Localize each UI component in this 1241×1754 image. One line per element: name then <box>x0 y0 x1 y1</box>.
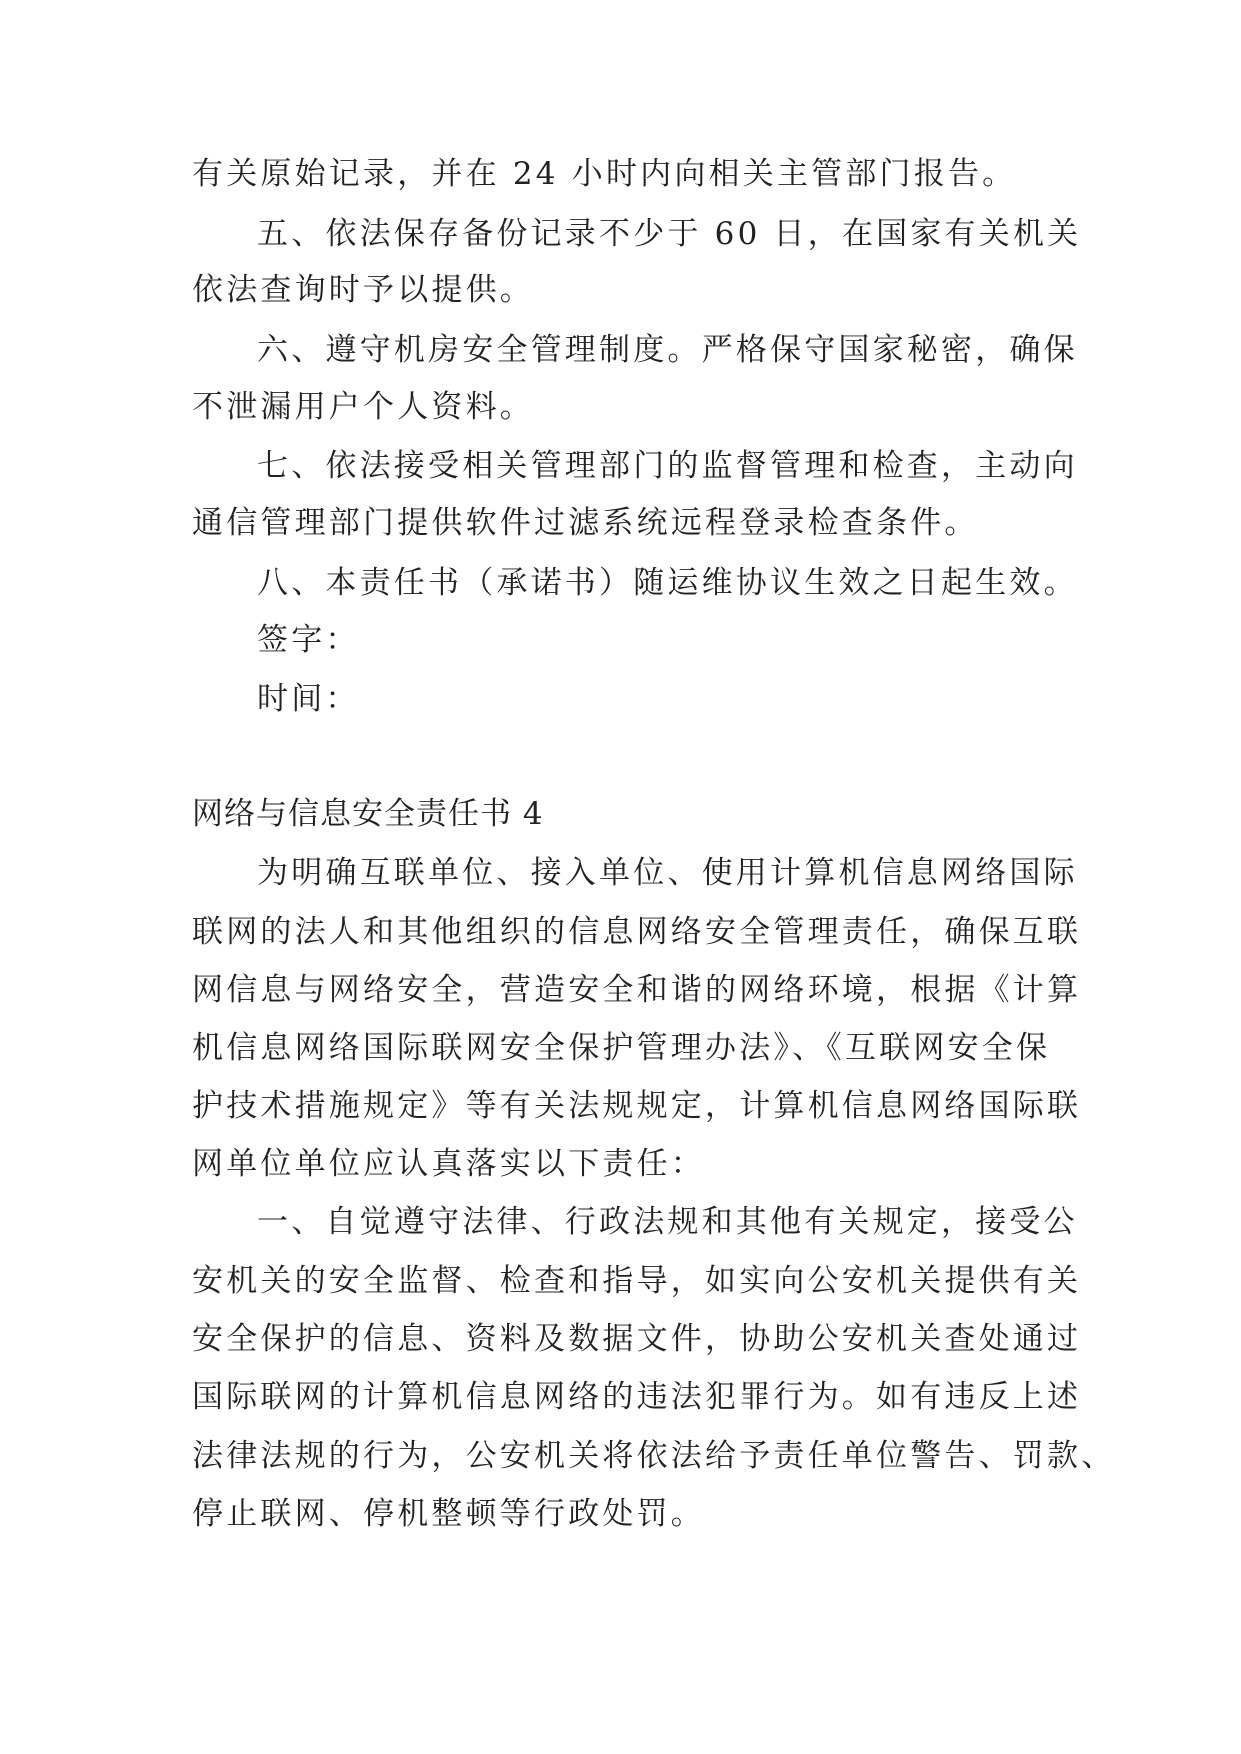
date-label: 时间： <box>257 681 360 717</box>
text-line: 国际联网的计算机信息网络的违法犯罪行为。如有违反上述 <box>192 1379 1082 1415</box>
text-line: 通信管理部门提供软件过滤系统远程登录检查条件。 <box>192 505 979 541</box>
text-line: 联网的法人和其他组织的信息网络安全管理责任，确保互联 <box>192 914 1082 950</box>
text-line: 五、依法保存备份记录不少于 60 日，在国家有关机关 <box>257 216 1082 252</box>
section-title: 网络与信息安全责任书 4 <box>192 796 544 832</box>
text-line: 护技术措施规定》等有关法规规定，计算机信息网络国际联 <box>192 1088 1082 1124</box>
text-line: 机信息网络国际联网安全保护管理办法》、《互联网安全保 <box>192 1030 1051 1066</box>
text-line: 法律法规的行为，公安机关将依法给予责任单位警告、罚款、 <box>192 1438 1116 1474</box>
text-line: 安全保护的信息、资料及数据文件，协助公安机关查处通过 <box>192 1321 1082 1357</box>
text-line: 网单位单位应认真落实以下责任： <box>192 1146 705 1182</box>
text-line: 八、本责任书（承诺书）随运维协议生效之日起生效。 <box>257 565 1078 601</box>
text-line: 不泄漏用户个人资料。 <box>192 389 534 425</box>
text-line: 网信息与网络安全，营造安全和谐的网络环境，根据《计算 <box>192 972 1082 1008</box>
text-line: 安机关的安全监督、检查和指导，如实向公安机关提供有关 <box>192 1263 1082 1299</box>
text-line: 七、依法接受相关管理部门的监督管理和检查，主动向 <box>257 448 1078 484</box>
text-line: 为明确互联单位、接入单位、使用计算机信息网络国际 <box>257 855 1078 891</box>
text-line: 一、自觉遵守法律、行政法规和其他有关规定，接受公 <box>257 1204 1078 1240</box>
text-line: 依法查询时予以提供。 <box>192 272 534 308</box>
text-line: 有关原始记录，并在 24 小时内向相关主管部门报告。 <box>192 156 1017 192</box>
text-line: 六、遵守机房安全管理制度。严格保守国家秘密，确保 <box>257 332 1078 368</box>
text-line: 停止联网、停机整顿等行政处罚。 <box>192 1496 705 1532</box>
signature-label: 签字： <box>257 622 360 658</box>
